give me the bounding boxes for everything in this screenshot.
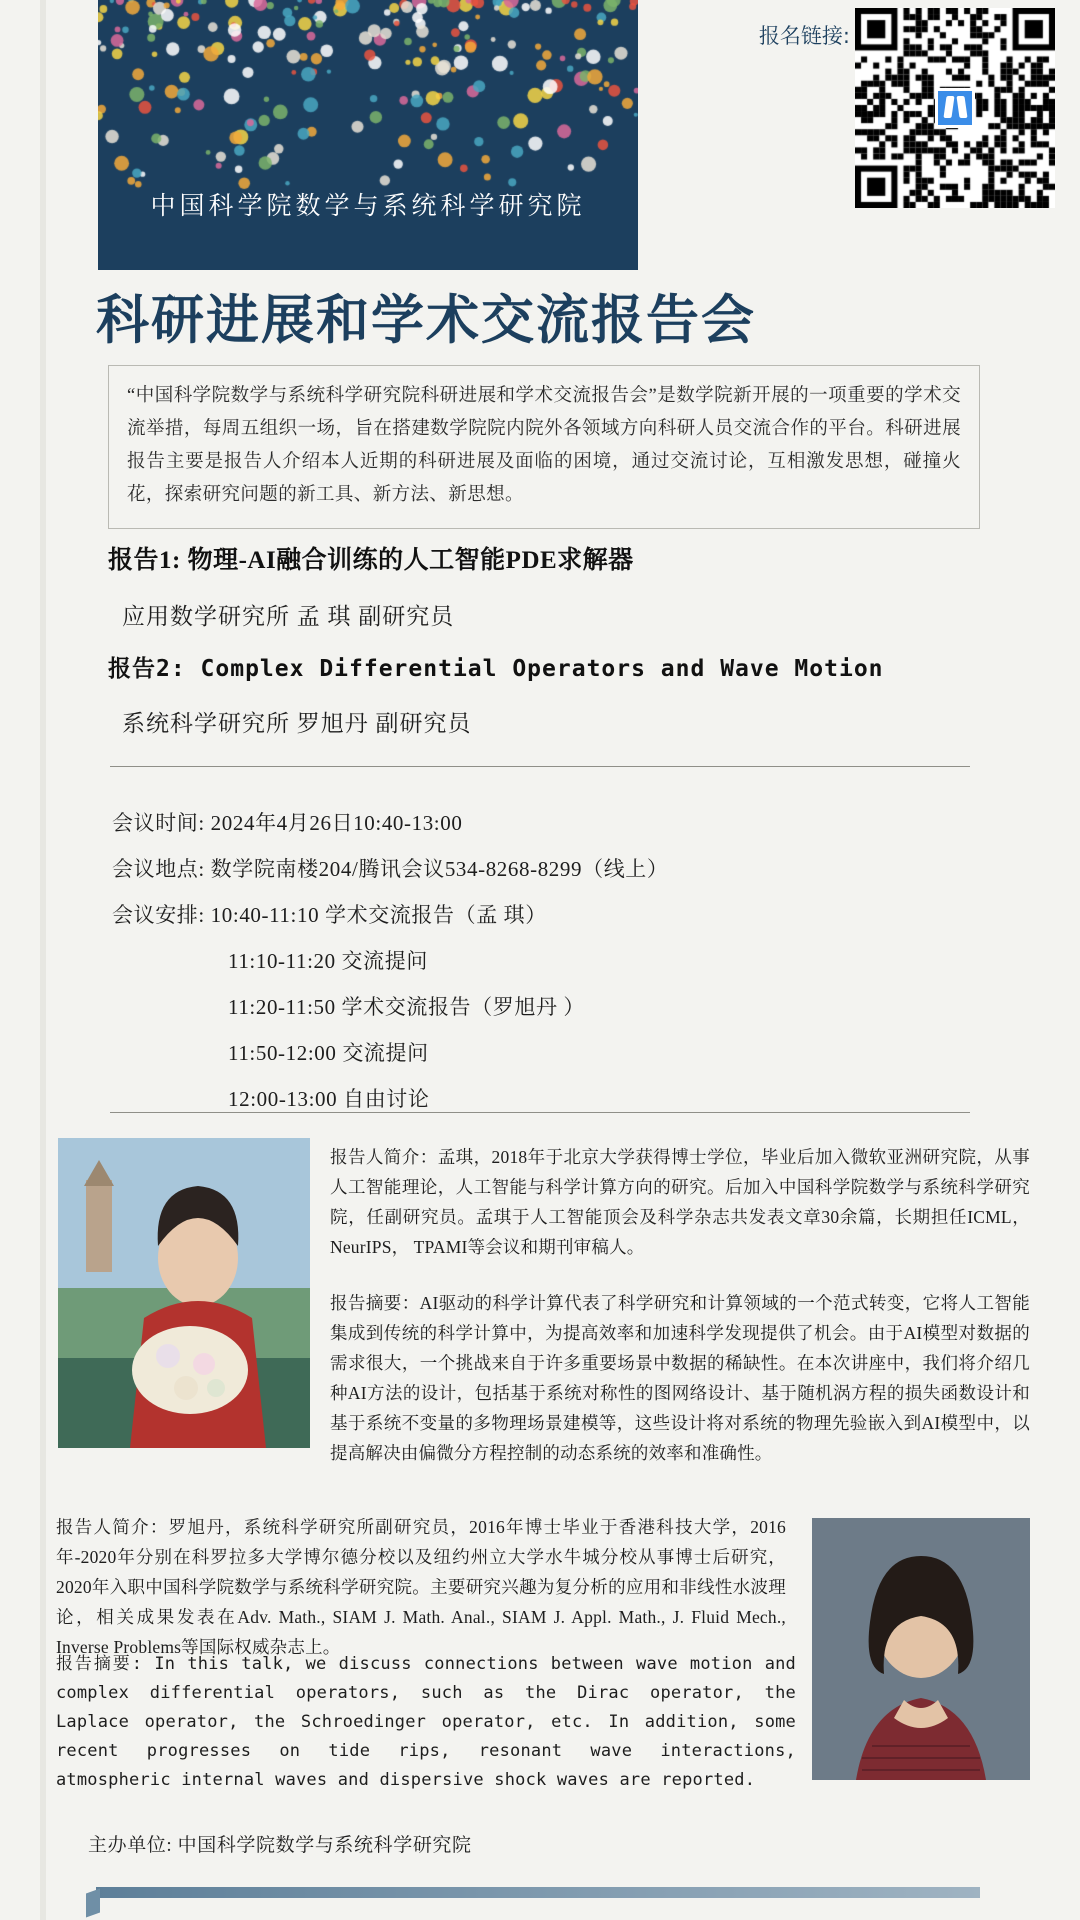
- divider-top: [110, 766, 970, 767]
- meeting-place: 会议地点: 数学院南楼204/腾讯会议534-8268-8299（线上）: [112, 857, 669, 881]
- meeting-schedule-item: 12:00-13:00 自由讨论: [228, 1087, 430, 1111]
- speaker-2-portrait-illustration: [812, 1518, 1030, 1780]
- qr-code-icon[interactable]: [855, 8, 1055, 208]
- intro-paragraph: “中国科学院数学与系统科学研究院科研进展和学术交流报告会”是数学院新开展的一项重要的学术交流举措，每周五组织一场，旨在搭建数学院院内院外各领域方向科研人员交流合作的平台。科研进展报告主要是报告人介绍本人近期的科研进展及面临的困境，通过交流讨论，互相激发思想，碰撞火花，探索研究问题的新工具、新方法、新思想。: [108, 365, 980, 529]
- speaker-photo-meng-qi: [58, 1138, 310, 1448]
- meeting-schedule-item: 11:50-12:00 交流提问: [228, 1041, 429, 1065]
- left-edge-strip: [40, 0, 46, 1920]
- qr-label: 报名链接:: [758, 24, 850, 48]
- speaker-2-abstract: 报告摘要: In this talk, we discuss connections between wave motion and complex differential operators, such as the Dirac operator, the Laplace operator, the Schroedinger operator, etc. In addition, some recent progresses on tide rips, resonant wave interactions, atmospheric internal waves and dispersive shock waves are reported.: [56, 1654, 796, 1790]
- meeting-schedule-head: 会议安排: 10:40-11:10 学术交流报告（孟 琪）: [112, 903, 547, 927]
- header-banner: [98, 0, 638, 270]
- talk-entry-2: [108, 650, 988, 738]
- talk-1-speaker: 应用数学研究所 孟 琪 副研究员: [122, 604, 455, 629]
- institute-name: 中国科学院数学与系统科学研究院: [150, 191, 586, 220]
- page-title: 科研进展和学术交流报告会: [96, 290, 756, 351]
- qr-center-logo-icon: [935, 88, 975, 128]
- talk-1-heading: 报告1: 物理-AI融合训练的人工智能PDE求解器: [108, 547, 634, 574]
- talk-2-heading: 报告2: Complex Differential Operators and Wave Motion: [108, 656, 884, 682]
- divider-bottom: [110, 1112, 970, 1113]
- meeting-schedule-item: 11:20-11:50 学术交流报告（罗旭丹 ）: [228, 995, 586, 1019]
- speaker-1-abstract: 报告摘要：AI驱动的科学计算代表了科学研究和计算领域的一个范式转变，它将人工智能集成到传统的科学计算中，为提高效率和加速科学发现提供了机会。由于AI模型对数据的需求很大，一个挑战来自于许多重要场景中数据的稀缺性。在本次讲座中，我们将介绍几种AI方法的设计，包括基于系统对称性的图网络设计、基于随机涡方程的损失函数设计和基于系统不变量的多物理场景建模等，这些设计将对系统的物理先验嵌入到AI模型中，以提高解决由偏微分方程控制的动态系统的效率和准确性。: [330, 1293, 1030, 1463]
- talk-entry-1: [108, 540, 988, 631]
- footer-decoration-bar: [96, 1887, 980, 1898]
- meeting-info: [112, 800, 992, 1122]
- talk-2-speaker: 系统科学研究所 罗旭丹 副研究员: [122, 711, 472, 736]
- meeting-time: 会议时间: 2024年4月26日10:40-13:00: [112, 811, 463, 835]
- speaker-1-portrait-illustration: [58, 1138, 310, 1448]
- speaker-photo-luo-xudan: [812, 1518, 1030, 1780]
- speaker-1-bio: 报告人简介：孟琪，2018年于北京大学获得博士学位，毕业后加入微软亚洲研究院，从事人工智能理论，人工智能与科学计算方向的研究。后加入中国科学院数学与系统科学研究院，任副研究员。孟琪于人工智能顶会及科学杂志共发表文章30余篇，长期担任ICML， NeurIPS， TPAMI等会议和期刊审稿人。: [330, 1147, 1030, 1257]
- speaker-2-bio: 报告人简介：罗旭丹，系统科学研究所副研究员，2016年博士毕业于香港科技大学，2016年-2020年分别在科罗拉多大学博尔德分校以及纽约州立大学水牛城分校从事博士后研究，2020年入职中国科学院数学与系统科学研究院。主要研究兴趣为复分析的应用和非线性水波理论，相关成果发表在Adv. Math., SIAM J. Math. Anal., SIAM J. Appl. Math., J. Fluid Mech., Inverse Problems等国际权威杂志上。: [56, 1517, 786, 1657]
- meeting-schedule-item: 11:10-11:20 交流提问: [228, 949, 428, 973]
- confetti-decoration: [98, 0, 638, 190]
- organizer-line: 主办单位: 中国科学院数学与系统科学研究院: [88, 1835, 472, 1856]
